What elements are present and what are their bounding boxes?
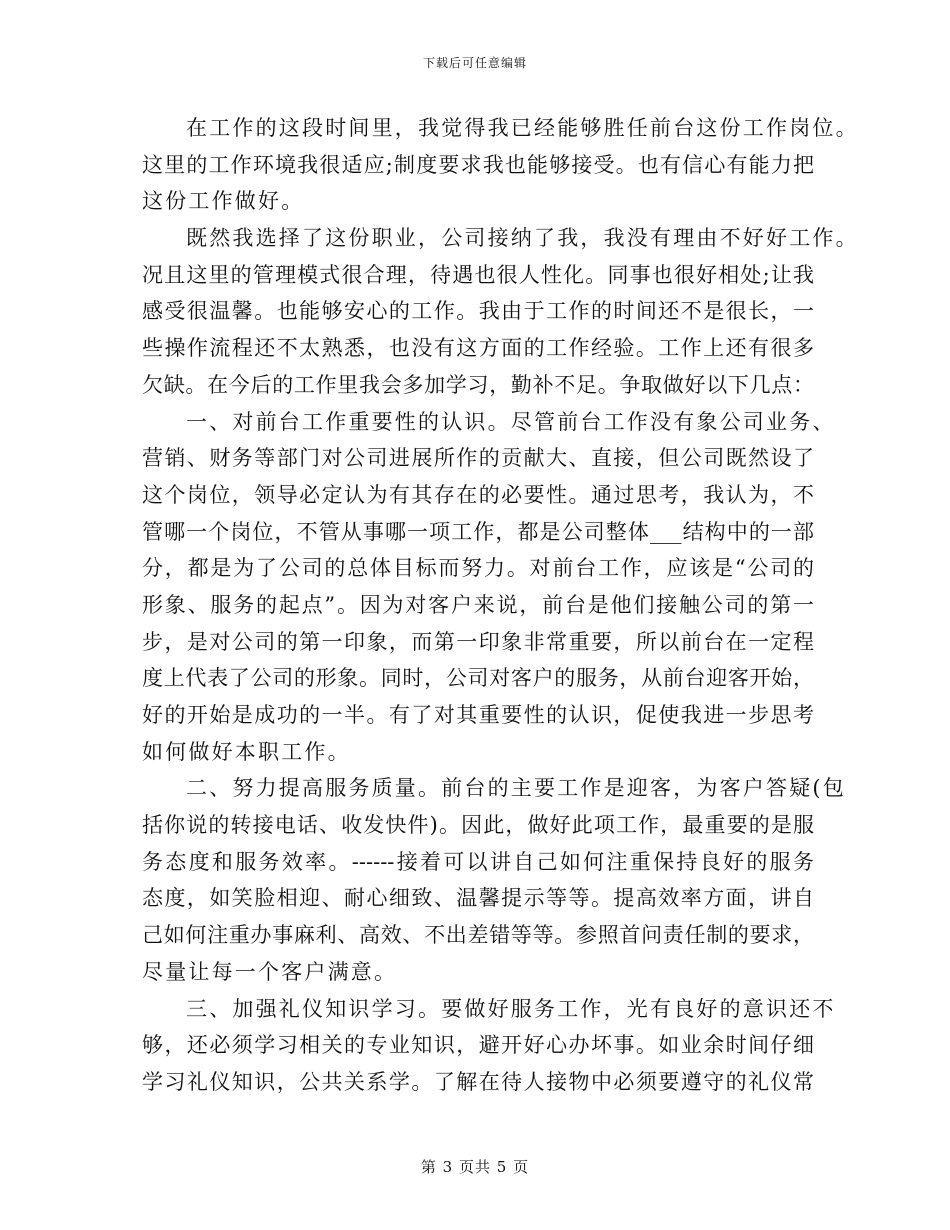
text-line: 度上代表了公司的形象。同时，公司对客户的服务，从前台迎客开始， xyxy=(142,666,814,691)
text-line: 好的开始是成功的一半。有了对其重要性的认识，促使我进一步思考 xyxy=(142,703,814,727)
text-line: 学习礼仪知识，公共关系学。了解在待人接物中必须要遵守的礼仪常 xyxy=(142,1069,814,1094)
text-line: 三、加强礼仪知识学习。要做好服务工作，光有良好的意识还不 xyxy=(186,996,836,1021)
text-line: 既然我选择了这份职业，公司接纳了我，我没有理由不好好工作。 xyxy=(186,226,859,251)
document-body xyxy=(142,110,859,1101)
text-line: 营销、财务等部门对公司进展所作的贡献大、直接，但公司既然设了 xyxy=(142,446,814,471)
text-line: 分，都是为了公司的总体目标而努力。对前台工作，应该是“公司的 xyxy=(142,556,814,581)
text-line: 态度，如笑脸相迎、耐心细致、温馨提示等等。提高效率方面，讲自 xyxy=(142,886,814,911)
text-line: 这个岗位，领导必定认为有其存在的必要性。通过思考，我认为，不 xyxy=(142,482,814,507)
text-line: 管哪一个岗位，不管从事哪一项工作，都是公司整体___结构中的一部 xyxy=(142,519,814,544)
text-line: 尽量让每一个客户满意。 xyxy=(142,959,398,984)
text-line: 况且这里的管理模式很合理，待遇也很人性化。同事也很好相处;让我 xyxy=(142,262,814,287)
text-line: 些操作流程还不太熟悉，也没有这方面的工作经验。工作上还有很多 xyxy=(142,336,814,361)
text-line: 在工作的这段时间里，我觉得我已经能够胜任前台这份工作岗位。 xyxy=(186,116,859,140)
text-line: 这里的工作环境我很适应;制度要求我也能够接受。也有信心有能力把 xyxy=(142,152,814,177)
text-line: 己如何注重办事麻利、高效、不出差错等等。参照首问责任制的要求， xyxy=(142,923,814,948)
text-line: 这份工作做好。 xyxy=(142,189,305,214)
text-line: 感受很温馨。也能够安心的工作。我由于工作的时间还不是很长，一 xyxy=(142,299,814,324)
text-line: 步，是对公司的第一印象，而第一印象非常重要，所以前台在一定程 xyxy=(142,629,814,654)
text-line: 形象、服务的起点”。因为对客户来说，前台是他们接触公司的第一 xyxy=(142,592,814,617)
text-line: 二、努力提高服务质量。前台的主要工作是迎客，为客户答疑(包 xyxy=(186,776,846,801)
text-line: 如何做好本职工作。 xyxy=(142,739,351,764)
text-line: 欠缺。在今后的工作里我会多加学习，勤补不足。争取做好以下几点： xyxy=(142,372,814,397)
text-line: 够，还必须学习相关的专业知识，避开好心办坏事。如业余时间仔细 xyxy=(142,1033,814,1058)
text-line: 一、对前台工作重要性的认识。尽管前台工作没有象公司业务、 xyxy=(186,409,836,434)
text-line: 务态度和服务效率。------接着可以讲自己如何注重保持良好的服务 xyxy=(142,849,814,874)
page-header: 下载后可任意编辑 xyxy=(422,56,527,70)
page-footer: 第 3 页共 5 页 xyxy=(420,1158,530,1176)
text-line: 括你说的转接电话、收发快件)。因此，做好此项工作，最重要的是服 xyxy=(142,813,814,838)
